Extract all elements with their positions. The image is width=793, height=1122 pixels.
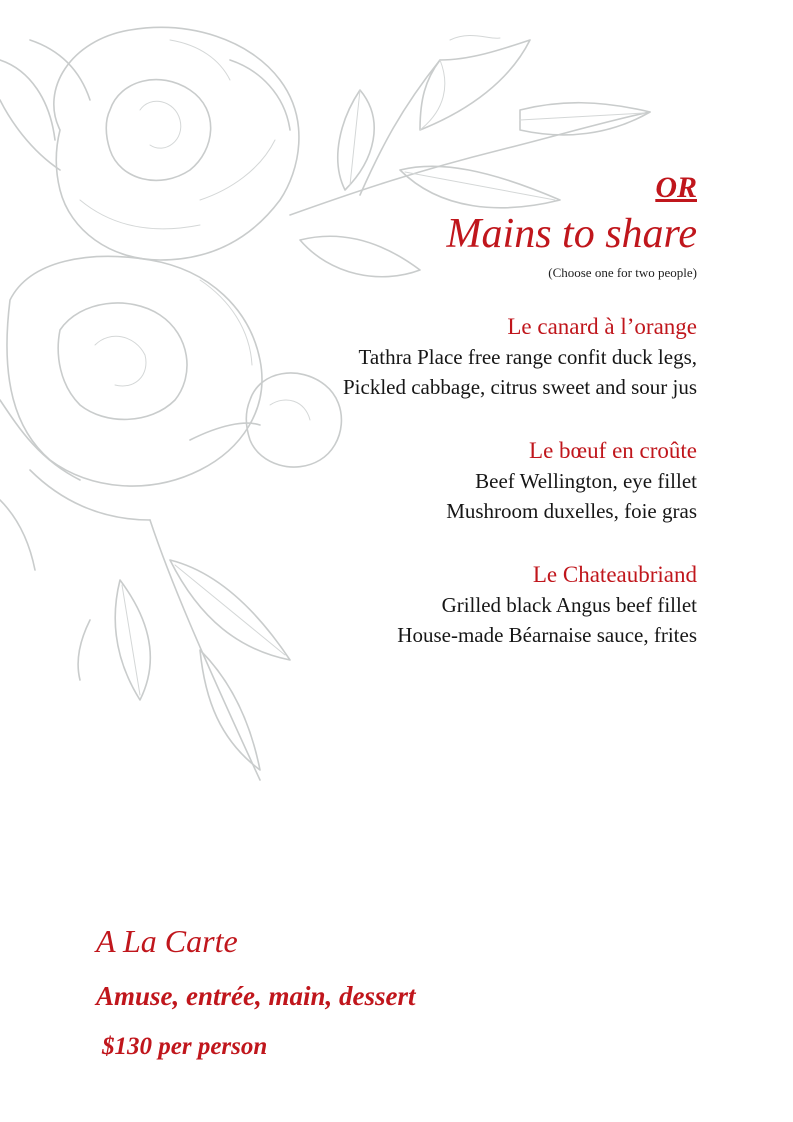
dish-description-line: Grilled black Angus beef fillet	[441, 593, 697, 617]
dish-item	[137, 436, 697, 526]
a-la-carte-courses: Amuse, entrée, main, dessert	[96, 981, 416, 1011]
or-label: OR	[655, 171, 697, 204]
dish-item	[137, 560, 697, 650]
dish-description-line: Pickled cabbage, citrus sweet and sour jus	[343, 375, 697, 399]
a-la-carte-section	[96, 918, 696, 1066]
a-la-carte-title: A La Carte	[96, 923, 238, 959]
dish-description-line: Mushroom duxelles, foie gras	[446, 499, 697, 523]
mains-title: Mains to share	[446, 211, 697, 257]
dish-description-line: Tathra Place free range confit duck legs,	[358, 345, 697, 369]
dish-name: Le bœuf en croûte	[529, 438, 697, 463]
mains-note: (Choose one for two people)	[548, 265, 697, 280]
dish-description-line: Beef Wellington, eye fillet	[475, 469, 697, 493]
dish-list	[137, 312, 697, 650]
dish-name: Le Chateaubriand	[532, 562, 697, 587]
dish-name: Le canard à l’orange	[507, 314, 697, 339]
dish-item	[137, 312, 697, 402]
a-la-carte-price: $130 per person	[102, 1033, 268, 1060]
mains-section	[137, 168, 697, 650]
dish-description-line: House-made Béarnaise sauce, frites	[397, 623, 697, 647]
